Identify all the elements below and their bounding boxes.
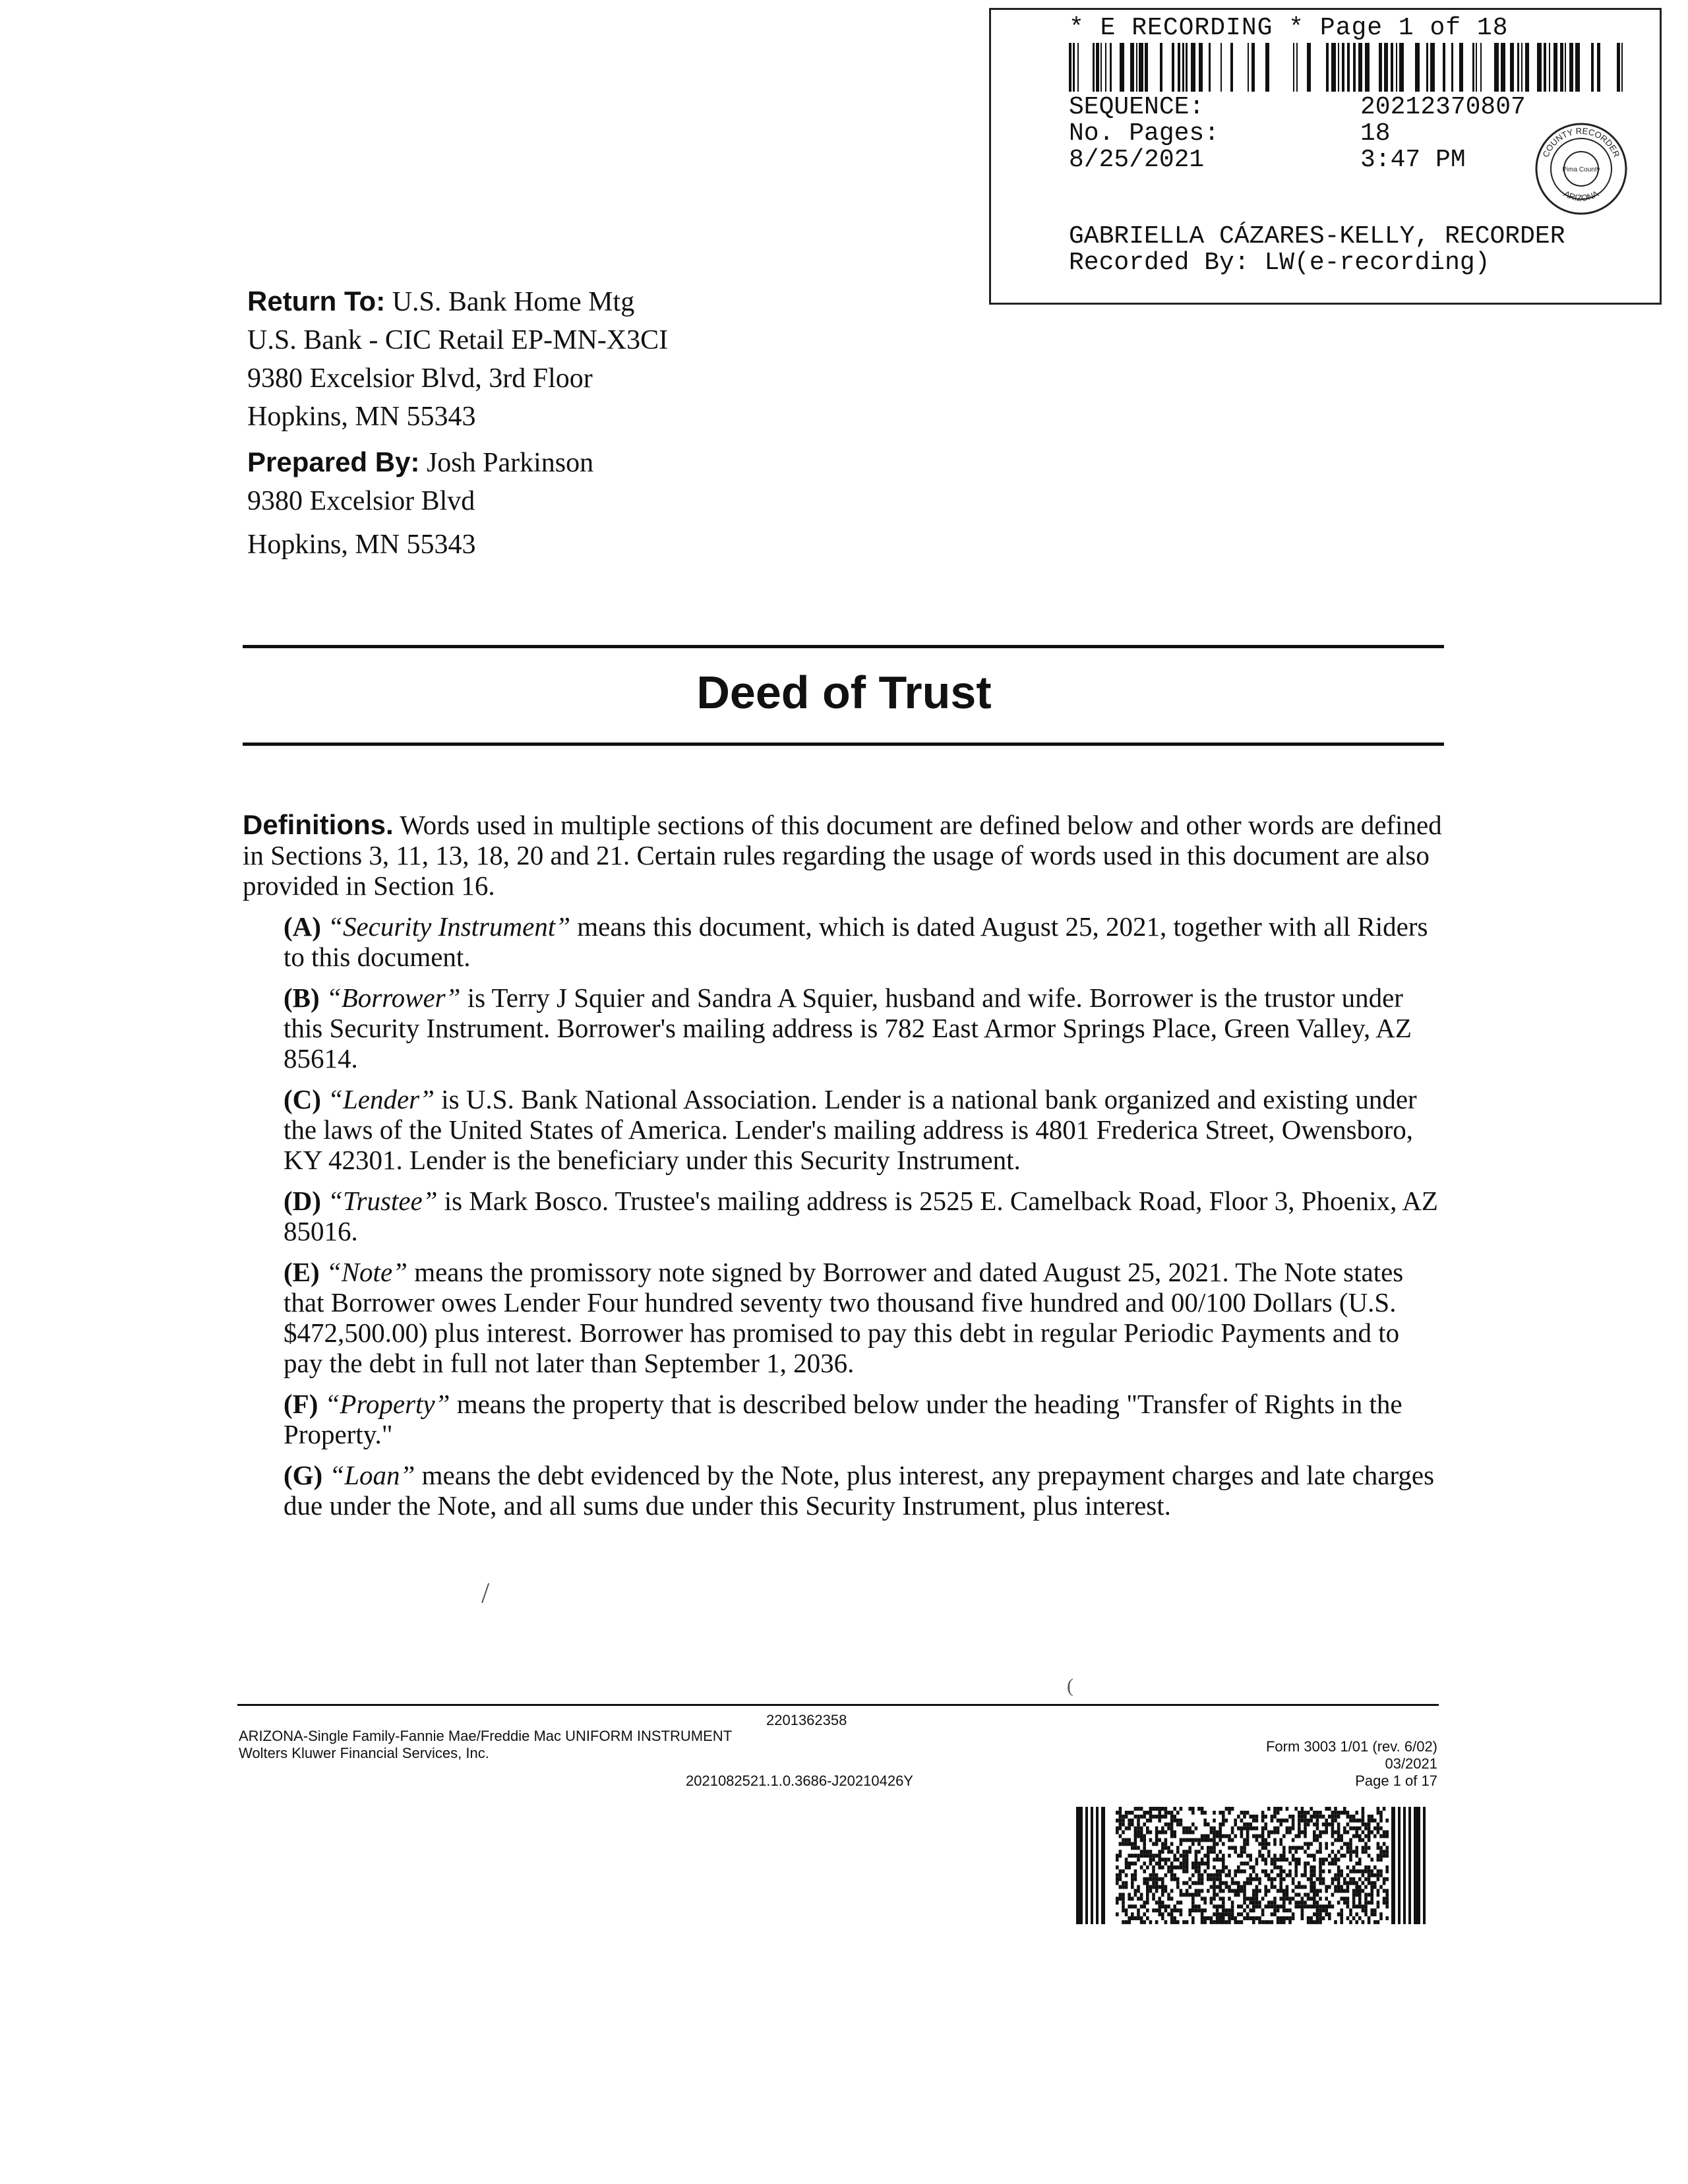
recording-date: 8/25/2021: [1069, 146, 1205, 174]
definitions-section: [243, 810, 1443, 1531]
definition-term: “Property”: [324, 1389, 450, 1419]
footer-form-line1: ARIZONA-Single Family-Fannie Mae/Freddie Mac UNIFORM INSTRUMENT: [239, 1728, 733, 1744]
return-to-line3: 9380 Excelsior Blvd, 3rd Floor: [247, 363, 593, 394]
scan-mark: /: [481, 1577, 490, 1609]
definition-text: means the property that is described below under the heading "Transfer of Rights in the Property.": [284, 1389, 1402, 1449]
sequence-value: 20212370807: [1360, 93, 1526, 121]
scan-mark: (: [1067, 1675, 1073, 1697]
definition-text: is Terry J Squier and Sandra A Squier, husband and wife. Borrower is the trustor under this Security Instrument. Borrower's mailing address is 782 East Armor Springs Place, Green Valley, AZ 85614.: [284, 983, 1412, 1074]
document-title: Deed of Trust: [696, 667, 992, 718]
definitions-intro: [243, 810, 1443, 901]
definition-term: “Lender”: [328, 1084, 435, 1114]
footer-loan-number: 2201362358: [766, 1712, 847, 1728]
prepared-by-label: Prepared By:: [247, 446, 420, 477]
definition-text: means the debt evidenced by the Note, plus interest, any prepayment charges and late charges due under the Note, and all sums due under this Security Instrument, plus interest.: [284, 1460, 1435, 1521]
footer-form-date: 03/2021: [1385, 1755, 1437, 1772]
definition-term: “Loan”: [329, 1460, 415, 1490]
definition-item: [284, 911, 1443, 972]
stamp-header: * E RECORDING * Page 1 of 18: [1069, 14, 1509, 42]
definition-text: is U.S. Bank National Association. Lender is a national bank organized and existing under the laws of the United States of America. Lender's mailing address is 4801 Frederica Street, Owensboro, KY 42301. Lender is the beneficiary under this Security Instrument.: [284, 1084, 1417, 1175]
definitions-intro-text: Words used in multiple sections of this document are defined below and other words are defined in Sections 3, 11, 13, 18, 20 and 21. Certain rules regarding the usage of words used in this document are also provided in Section 16.: [243, 810, 1442, 901]
footer-doc-id: 2021082521.1.0.3686-J20210426Y: [686, 1773, 913, 1789]
recorded-by: Recorded By: LW(e-recording): [1069, 249, 1490, 277]
definition-text: is Mark Bosco. Trustee's mailing address is 2525 E. Camelback Road, Floor 3, Phoenix, AZ 85016.: [284, 1186, 1438, 1246]
document-2d-barcode: [1076, 1807, 1426, 1924]
definition-key: (G): [284, 1460, 323, 1490]
recorder-name: GABRIELLA CÁZARES-KELLY, RECORDER: [1069, 222, 1565, 251]
recording-barcode: [1069, 43, 1624, 92]
recording-stamp: [989, 8, 1662, 305]
county-seal-icon: [1533, 121, 1629, 217]
definition-term: “Security Instrument”: [328, 911, 571, 942]
return-to-line4: Hopkins, MN 55343: [247, 402, 476, 432]
definitions-label: Definitions.: [243, 809, 394, 840]
return-to-line1: U.S. Bank Home Mtg: [392, 287, 635, 317]
definition-term: “Borrower”: [326, 983, 461, 1013]
footer-page: Page 1 of 17: [1355, 1773, 1437, 1789]
sequence-label: SEQUENCE:: [1069, 93, 1205, 121]
prepared-by-line2: 9380 Excelsior Blvd: [247, 486, 475, 516]
definition-key: (A): [284, 911, 321, 942]
definition-text: means this document, which is dated August 25, 2021, together with all Riders to this document.: [284, 911, 1428, 972]
footer-form-number: Form 3003 1/01 (rev. 6/02): [1265, 1738, 1437, 1755]
footer-rule: [237, 1704, 1439, 1706]
prepared-by-block: [247, 443, 593, 564]
title-rule-top: [243, 645, 1444, 648]
definition-key: (D): [284, 1186, 321, 1216]
definition-item: [284, 1460, 1443, 1521]
footer-form-line2: Wolters Kluwer Financial Services, Inc.: [239, 1745, 489, 1761]
definition-key: (C): [284, 1084, 321, 1114]
return-to-line2: U.S. Bank - CIC Retail EP-MN-X3CI: [247, 325, 669, 355]
seal-text-bottom: ARIZONA: [1562, 188, 1600, 203]
recording-time: 3:47 PM: [1360, 146, 1466, 174]
definition-key: (B): [284, 983, 320, 1013]
pages-value: 18: [1360, 119, 1391, 148]
return-to-label: Return To:: [247, 286, 386, 317]
pages-label: No. Pages:: [1069, 119, 1220, 148]
seal-text-middle: Pima County: [1562, 166, 1600, 173]
prepared-by-line3: Hopkins, MN 55343: [247, 530, 476, 560]
definition-key: (F): [284, 1389, 318, 1419]
definition-item: [284, 1186, 1443, 1246]
title-rule-bottom: [243, 743, 1444, 746]
definition-item: [284, 983, 1443, 1074]
return-to-block: [247, 282, 668, 436]
seal-text-top: COUNTY RECORDER: [1540, 125, 1622, 159]
definition-term: “Trustee”: [328, 1186, 438, 1216]
prepared-by-line1: Josh Parkinson: [426, 448, 594, 478]
definition-item: [284, 1257, 1443, 1378]
definition-item: [284, 1389, 1443, 1449]
definition-item: [284, 1084, 1443, 1175]
definition-text: means the promissory note signed by Borrower and dated August 25, 2021. The Note states that Borrower owes Lender Four hundred seventy two thousand five hundred and 00/100 Dollars (U.S. $472,500.00) plus interest. Borrower has promised to pay this debt in regular Periodic Payments and to pay the debt in full not later than September 1, 2036.: [284, 1257, 1404, 1378]
definition-term: “Note”: [326, 1257, 407, 1287]
definition-key: (E): [284, 1257, 320, 1287]
